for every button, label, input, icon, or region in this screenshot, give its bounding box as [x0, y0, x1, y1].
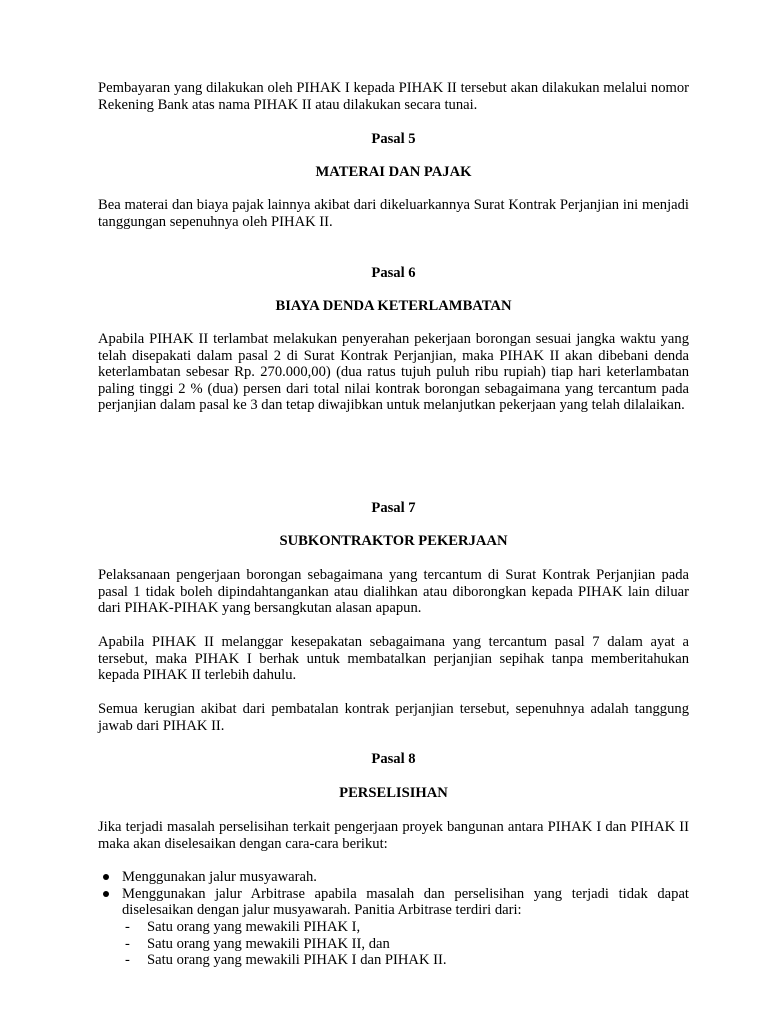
dispute-resolution-list	[98, 869, 689, 919]
pasal-5-paragraph: Bea materai dan biaya pajak lainnya akibat dari dikeluarkannya Surat Kontrak Perjanjian ini menjadi tanggungan sepenuhnya oleh PIHAK II.	[98, 197, 689, 230]
bullet-icon	[103, 891, 109, 897]
pasal-5-number: Pasal 5	[371, 131, 416, 147]
sub-list-item	[98, 936, 689, 953]
dash-marker: -	[125, 935, 130, 952]
pasal-6-title: BIAYA DENDA KETERLAMBATAN	[275, 298, 512, 314]
sub-list-item	[98, 919, 689, 936]
pasal-6-paragraph: Apabila PIHAK II terlambat melakukan penyerahan pekerjaan borongan sesuai jangka waktu yang telah disepakati dalam pasal 2 di Surat Kontrak Perjanjian, maka PIHAK II akan dibebani denda keterlambatan sebesar Rp. 270.000,00) (dua ratus tujuh puluh ribu rupiah) tiap hari keterlambatan paling tinggi 2 % (dua) persen dari total nilai kontrak borongan sebagaimana yang tercantum pada perjanjian dalam pasal ke 3 dan tetap diwajibkan untuk melanjutkan pekerjaan yang telah dilalaikan.	[98, 331, 689, 413]
pasal-8-number: Pasal 8	[371, 751, 416, 767]
pasal-8-paragraph: Jika terjadi masalah perselisihan terkait pengerjaan proyek bangunan antara PIHAK I dan PIHAK II maka akan diselesaikan dengan cara-cara berikut:	[98, 819, 689, 852]
pasal-5-title: MATERAI DAN PAJAK	[315, 164, 472, 180]
dash-marker: -	[125, 952, 130, 968]
intro-paragraph: Pembayaran yang dilakukan oleh PIHAK I kepada PIHAK II tersebut akan dilakukan melalui nomor Rekening Bank atas nama PIHAK II atau dilakukan secara tunai.	[98, 80, 689, 113]
pasal-7-title: SUBKONTRAKTOR PEKERJAAN	[279, 533, 508, 549]
pasal-7-number: Pasal 7	[371, 500, 416, 516]
list-item-text: Menggunakan jalur Arbitrase apabila masalah dan perselisihan yang terjadi tidak dapat diselesaikan dengan jalur musyawarah. Panitia Arbitrase terdiri dari:	[122, 885, 689, 918]
pasal-8-title: PERSELISIHAN	[339, 785, 448, 801]
arbitration-panel-list	[98, 919, 689, 969]
bullet-icon	[103, 874, 109, 880]
sub-list-item-text: Satu orang yang mewakili PIHAK II, dan	[147, 935, 390, 952]
pasal-7-paragraph-2: Apabila PIHAK II melanggar kesepakatan sebagaimana yang tercantum pasal 7 dalam ayat a tersebut, maka PIHAK I berhak untuk membatalkan perjanjian sepihak tanpa memberitahukan kepada PIHAK II terlebih dahulu.	[98, 634, 689, 683]
list-item	[98, 886, 689, 919]
pasal-6-number: Pasal 6	[371, 265, 416, 281]
sub-list-item-text: Satu orang yang mewakili PIHAK I,	[147, 919, 361, 935]
pasal-7-paragraph-1: Pelaksanaan pengerjaan borongan sebagaimana yang tercantum di Surat Kontrak Perjanjian pada pasal 1 tidak boleh dipindahtangankan atau dialihkan atau diborongkan kepada PIHAK lain diluar dari PIHAK-PIHAK yang bersangkutan alasan apapun.	[98, 567, 689, 616]
pasal-7-paragraph-3: Semua kerugian akibat dari pembatalan kontrak perjanjian tersebut, sepenuhnya adalah tanggung jawab dari PIHAK II.	[98, 701, 689, 734]
sub-list-item	[98, 952, 689, 969]
list-item-text: Menggunakan jalur musyawarah.	[122, 869, 317, 885]
dash-marker: -	[125, 919, 130, 935]
sub-list-item-text: Satu orang yang mewakili PIHAK I dan PIHAK II.	[147, 952, 447, 968]
list-item	[98, 869, 689, 886]
